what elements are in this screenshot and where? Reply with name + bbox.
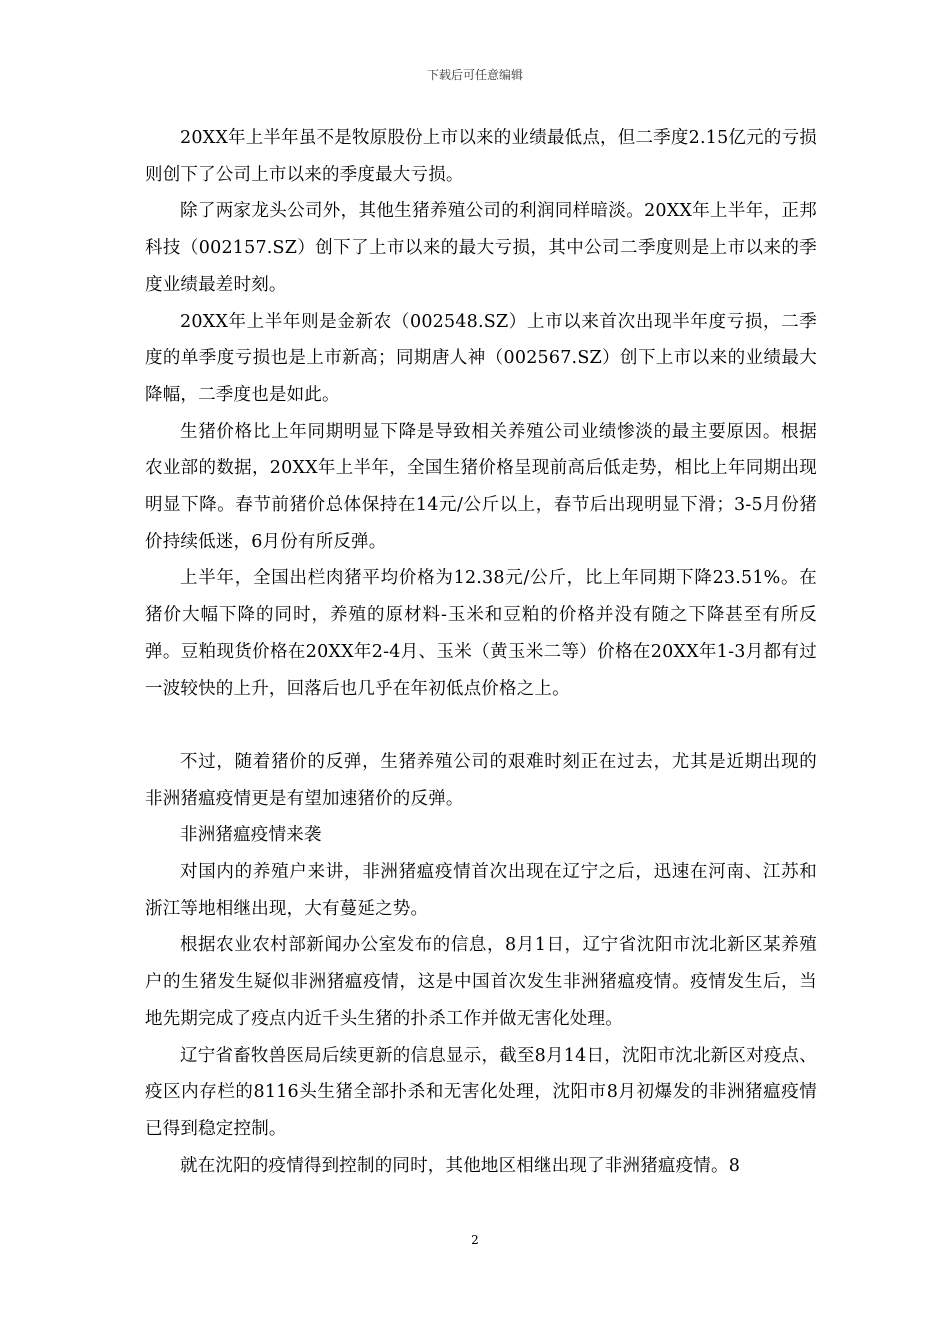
paragraph: 不过，随着猪价的反弹，生猪养殖公司的艰难时刻正在过去，尤其是近期出现的非洲猪瘟疫情更是有望加速猪价的反弹。 bbox=[145, 751, 817, 809]
paragraph: 20XX年上半年虽不是牧原股份上市以来的业绩最低点，但二季度2.15亿元的亏损则创下了公司上市以来的季度最大亏损。 bbox=[145, 128, 817, 185]
page-number: 2 bbox=[471, 1233, 479, 1247]
paragraph: 上半年，全国出栏肉猪平均价格为12.38元/公斤，比上年同期下降23.51%。在猪价大幅下降的同时，养殖的原材料-玉米和豆粕的价格并没有随之下降甚至有所反弹。豆粕现货价格在20XX年2-4月、玉米（黄玉米二等）价格在20XX年1-3月都有过一波较快的上升，回落后也几乎在年初低点价格之上。 bbox=[145, 568, 817, 699]
paragraph: 就在沈阳的疫情得到控制的同时，其他地区相继出现了非洲猪瘟疫情。8 bbox=[180, 1155, 741, 1176]
paragraph: 除了两家龙头公司外，其他生猪养殖公司的利润同样暗淡。20XX年上半年，正邦科技（002157.SZ）创下了上市以来的最大亏损，其中公司二季度则是上市以来的季度业绩最差时刻。 bbox=[145, 201, 817, 295]
section-heading: 非洲猪瘟疫情来袭 bbox=[180, 825, 322, 846]
paragraph: 对国内的养殖户来讲，非洲猪瘟疫情首次出现在辽宁之后，迅速在河南、江苏和浙江等地相继出现，大有蔓延之势。 bbox=[145, 862, 817, 919]
document-body bbox=[145, 120, 817, 1184]
paragraph: 生猪价格比上年同期明显下降是导致相关养殖公司业绩惨淡的最主要原因。根据农业部的数据，20XX年上半年，全国生猪价格呈现前高后低走势，相比上年同期出现明显下降。春节前猪价总体保持在14元/公斤以上，春节后出现明显下滑；3-5月份猪价持续低迷，6月份有所反弹。 bbox=[145, 421, 817, 552]
paragraph: 根据农业农村部新闻办公室发布的信息，8月1日，辽宁省沈阳市沈北新区某养殖户的生猪发生疑似非洲猪瘟疫情，这是中国首次发生非洲猪瘟疫情。疫情发生后，当地先期完成了疫点内近千头生猪的扑杀工作并做无害化处理。 bbox=[145, 935, 817, 1029]
paragraph: 20XX年上半年则是金新农（002548.SZ）上市以来首次出现半年度亏损，二季度的单季度亏损也是上市新高；同期唐人神（002567.SZ）创下上市以来的业绩最大降幅，二季度也是如此。 bbox=[145, 311, 817, 405]
paragraph: 辽宁省畜牧兽医局后续更新的信息显示，截至8月14日，沈阳市沈北新区对疫点、疫区内存栏的8116头生猪全部扑杀和无害化处理，沈阳市8月初爆发的非洲猪瘟疫情已得到稳定控制。 bbox=[145, 1045, 817, 1139]
page-header: 下载后可任意编辑 bbox=[426, 68, 523, 82]
